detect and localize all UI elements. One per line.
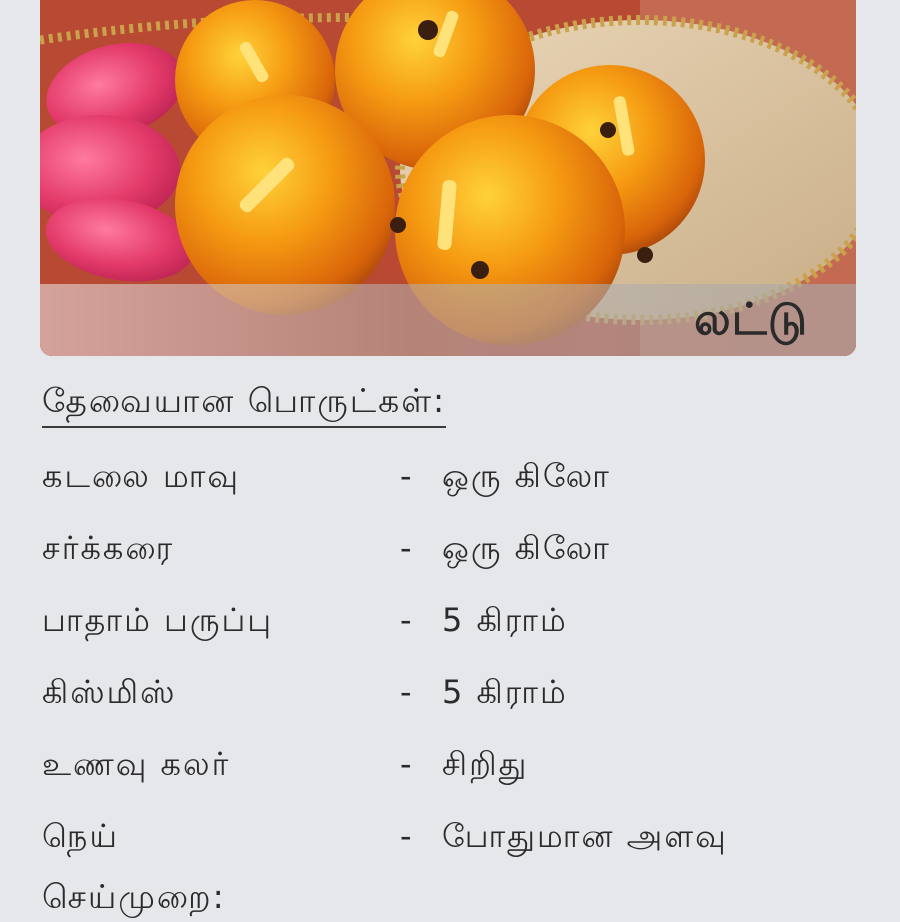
ingredient-quantity: போதுமான அளவு xyxy=(442,817,728,855)
ingredient-name: சர்க்கரை xyxy=(42,529,175,567)
ingredient-row xyxy=(42,440,882,512)
ingredient-quantity: 5 கிராம் xyxy=(442,601,568,639)
ingredient-quantity: ஒரு கிலோ xyxy=(442,529,611,567)
ingredient-name: நெய் xyxy=(42,817,119,855)
ingredient-quantity: 5 கிராம் xyxy=(442,673,568,711)
ingredient-separator: - xyxy=(400,457,414,495)
ingredient-separator: - xyxy=(400,817,414,855)
ingredient-row xyxy=(42,512,882,584)
method-heading: செய்முறை: xyxy=(42,877,226,916)
ingredient-name: கிஸ்மிஸ் xyxy=(42,673,177,711)
ingredients-heading: தேவையான பொருட்கள்: xyxy=(42,376,446,428)
ingredient-row xyxy=(42,800,882,872)
ingredient-row xyxy=(42,728,882,800)
ingredient-name: பாதாம் பருப்பு xyxy=(42,601,274,639)
dish-title: லட்டு xyxy=(694,294,808,345)
ingredient-name: கடலை மாவு xyxy=(42,457,241,495)
ingredient-separator: - xyxy=(400,529,414,567)
ingredient-separator: - xyxy=(400,673,414,711)
ingredient-quantity: ஒரு கிலோ xyxy=(442,457,611,495)
ingredients-list xyxy=(42,440,882,872)
recipe-image-card xyxy=(40,0,856,356)
ingredient-row xyxy=(42,584,882,656)
ingredient-separator: - xyxy=(400,745,414,783)
ingredient-separator: - xyxy=(400,601,414,639)
ingredient-row xyxy=(42,656,882,728)
ingredient-quantity: சிறிது xyxy=(442,745,529,783)
ingredient-name: உணவு கலர் xyxy=(42,745,231,783)
